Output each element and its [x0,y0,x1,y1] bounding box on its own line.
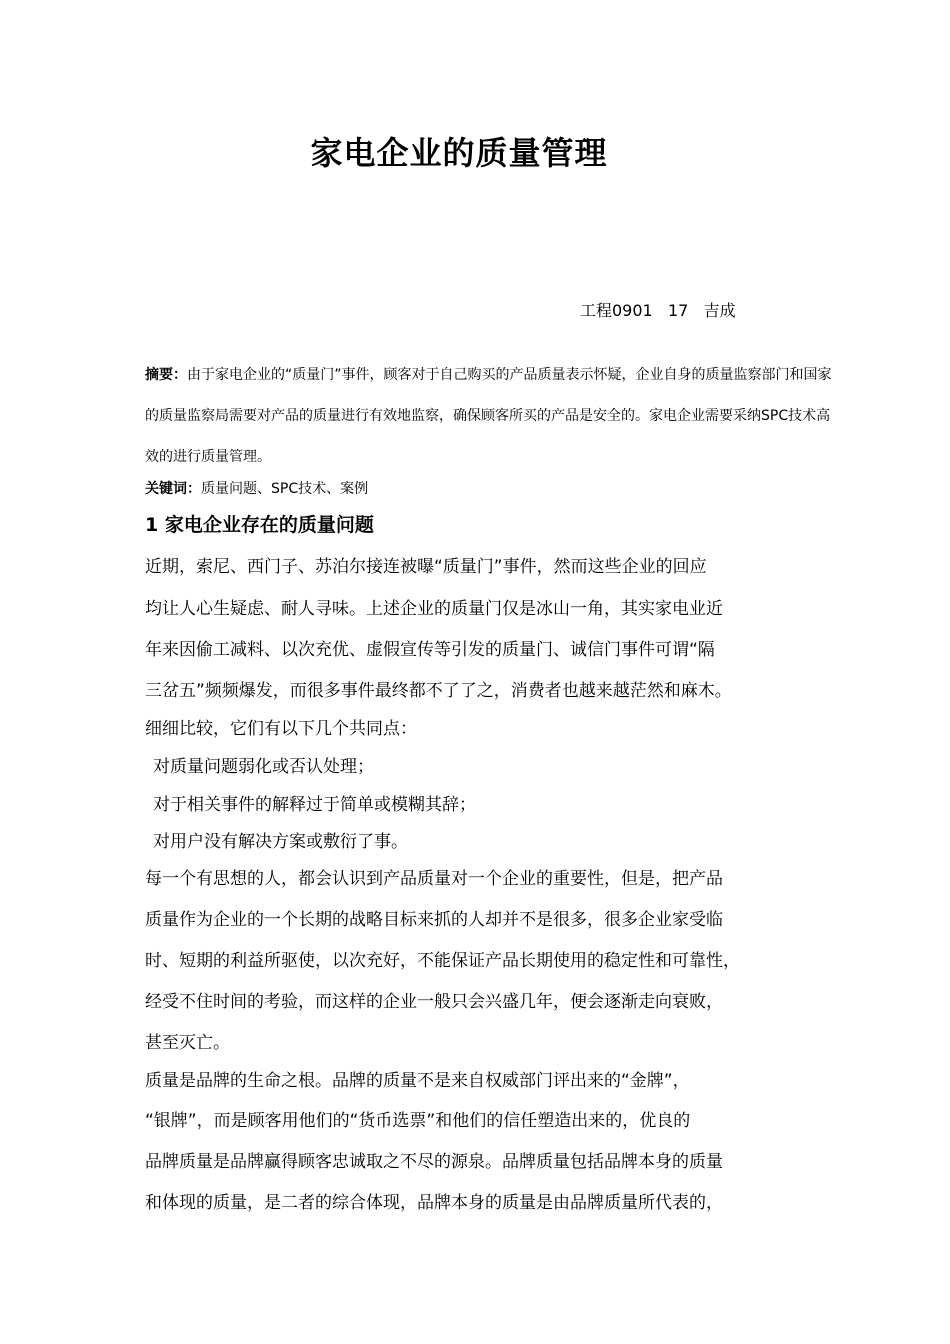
abstract-label: 摘要： [145,367,187,383]
body-line: 甚至灭亡。 [145,1033,230,1053]
body-line: 质量作为企业的一个长期的战略目标来抓的人却并不是很多，很多企业家受临 [145,910,723,930]
body-line: 年来因偷工减料、以次充优、虚假宣传等引发的质量门、诚信门事件可谓“隔 [145,640,715,660]
list-item: 对于相关事件的解释过于简单或模糊其辞； [153,795,476,815]
body-line: 品牌质量是品牌赢得顾客忠诚取之不尽的源泉。品牌质量包括品牌本身的质量 [145,1152,723,1172]
body-line: 近期，索尼、西门子、苏泊尔接连被曝“质量门”事件，然而这些企业的回应 [145,557,707,577]
body-line: 三岔五”频频爆发，而很多事件最终都不了了之，消费者也越来越茫然和麻木。 [145,681,732,701]
author-line: 工程0901 17 吉成 [580,301,736,320]
abstract-paragraph [145,355,835,478]
body-line: 均让人心生疑虑、耐人寻味。上述企业的质量门仅是冰山一角，其实家电业近 [145,599,723,619]
body-line: 每一个有思想的人，都会认识到产品质量对一个企业的重要性，但是，把产品 [145,869,723,889]
body-line: 细细比较，它们有以下几个共同点： [145,719,417,739]
body-line: 经受不住时间的考验，而这样的企业一般只会兴盛几年，便会逐渐走向衰败， [145,992,723,1012]
keywords-label: 关键词： [145,481,201,497]
body-line: “银牌”，而是顾客用他们的“货币选票”和他们的信任塑造出来的，优良的 [145,1111,691,1131]
keywords-text: 质量问题、SPC技术、案例 [201,481,369,497]
abstract-text: 由于家电企业的“质量门”事件，顾客对于自己购买的产品质量表示怀疑，企业自身的质量监察部门和国家的质量监察局需要对产品的质量进行有效地监察，确保顾客所买的产品是安全的。家电企业需要采纳SPC技术高效的进行质量管理。 [145,367,832,465]
body-line: 时、短期的利益所驱使，以次充好，不能保证产品长期使用的稳定性和可靠性， [145,951,740,971]
body-line: 质量是品牌的生命之根。品牌的质量不是来自权威部门评出来的“金牌”， [145,1071,690,1091]
section-heading: 1 家电企业存在的质量问题 [145,514,374,536]
list-item: 对用户没有解决方案或敷衍了事。 [153,832,408,852]
body-line: 和体现的质量，是二者的综合体现，品牌本身的质量是由品牌质量所代表的， [145,1193,723,1213]
document-title: 家电企业的质量管理 [310,134,608,172]
keywords-line [145,478,368,498]
list-item: 对质量问题弱化或否认处理； [153,757,374,777]
